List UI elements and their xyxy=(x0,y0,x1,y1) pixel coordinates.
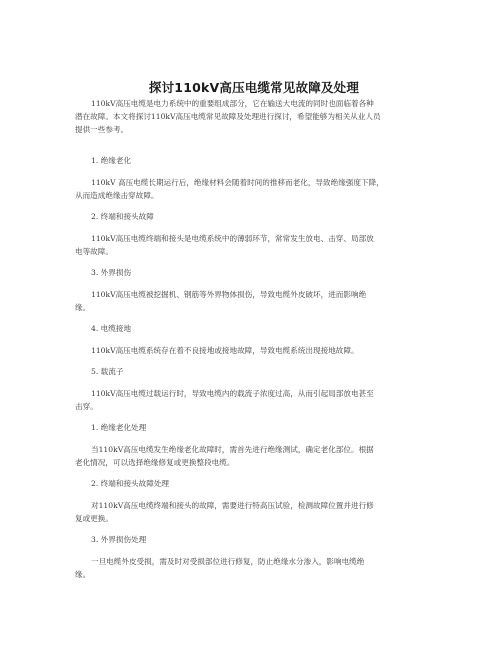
intro-line: 110kV高压电缆是电力系统中的重要组成部分，它在输送大电流的同时也面临着各种 xyxy=(91,99,374,108)
intro-line: 提供一些参考。 xyxy=(75,125,129,134)
intro-paragraph xyxy=(75,97,435,136)
section-body xyxy=(75,288,435,314)
body-line: 对110kV高压电缆终端和接头的故障，需要进行特高压试验，检测故障位置并进行修 xyxy=(91,501,374,510)
document-title: 探讨110kV高压电缆常见故障及处理 xyxy=(148,80,360,95)
body-line: 缘。 xyxy=(75,303,91,312)
body-line: 110kV高压电缆终端和接头是电缆系统中的薄弱环节，常常发生放电、击穿、局部放 xyxy=(91,234,374,243)
section-heading: 3. 外界损伤处理 xyxy=(91,535,147,544)
body-line: 一旦电缆外皮受损，需及时对受损部位进行修复，防止绝缘水分渗入，影响电缆绝 xyxy=(91,557,365,566)
body-line: 缘。 xyxy=(75,570,91,579)
section-body xyxy=(75,555,435,581)
body-line: 110kV高压电缆过载运行时，导致电缆内的载流子浓度过高，从而引起局部放电甚至 xyxy=(91,389,374,398)
body-line: 110kV 高压电缆长期运行后，绝缘材料会随着时间的推移而老化，导致绝缘强度下降， xyxy=(91,178,384,187)
section-heading: 2. 终端和接头故障 xyxy=(91,212,154,221)
section-body xyxy=(75,387,435,413)
body-line: 电等故障。 xyxy=(75,247,113,256)
body-line: 当110kV高压电缆发生绝缘老化故障时，需首先进行绝缘测试，确定老化部位。根据 xyxy=(91,445,374,454)
section-body xyxy=(75,499,435,525)
body-line: 110kV高压电缆被挖掘机、钢筋等外界物体损伤，导致电缆外皮破坏，进而影响绝 xyxy=(91,290,367,299)
section-heading: 5. 载流子 xyxy=(91,367,124,376)
body-line: 复或更换。 xyxy=(75,514,113,523)
section-body xyxy=(75,176,435,202)
section-heading: 1. 绝缘老化 xyxy=(91,156,132,165)
section-heading: 4. 电缆接地 xyxy=(91,324,132,333)
section-body xyxy=(75,232,435,258)
body-line: 老化情况，可以选择绝缘修复或更换整段电缆。 xyxy=(75,458,235,467)
intro-line: 潜在故障。本文将探讨110kV高压电缆常见故障及处理进行探讨，希望能够为相关从业人员 xyxy=(75,112,381,121)
body-line: 击穿。 xyxy=(75,402,98,411)
section-heading: 1. 绝缘老化处理 xyxy=(91,423,147,432)
body-line: 110kV高压电缆系统存在着不良接地或接地故障，导致电缆系统出现接地故障。 xyxy=(91,346,359,355)
section-heading: 3. 外界损伤 xyxy=(91,268,132,277)
body-line: 从而造成绝缘击穿故障。 xyxy=(75,191,159,200)
section-body xyxy=(75,443,435,469)
section-body xyxy=(75,344,435,357)
section-heading: 2. 终端和接头故障处理 xyxy=(91,479,170,488)
